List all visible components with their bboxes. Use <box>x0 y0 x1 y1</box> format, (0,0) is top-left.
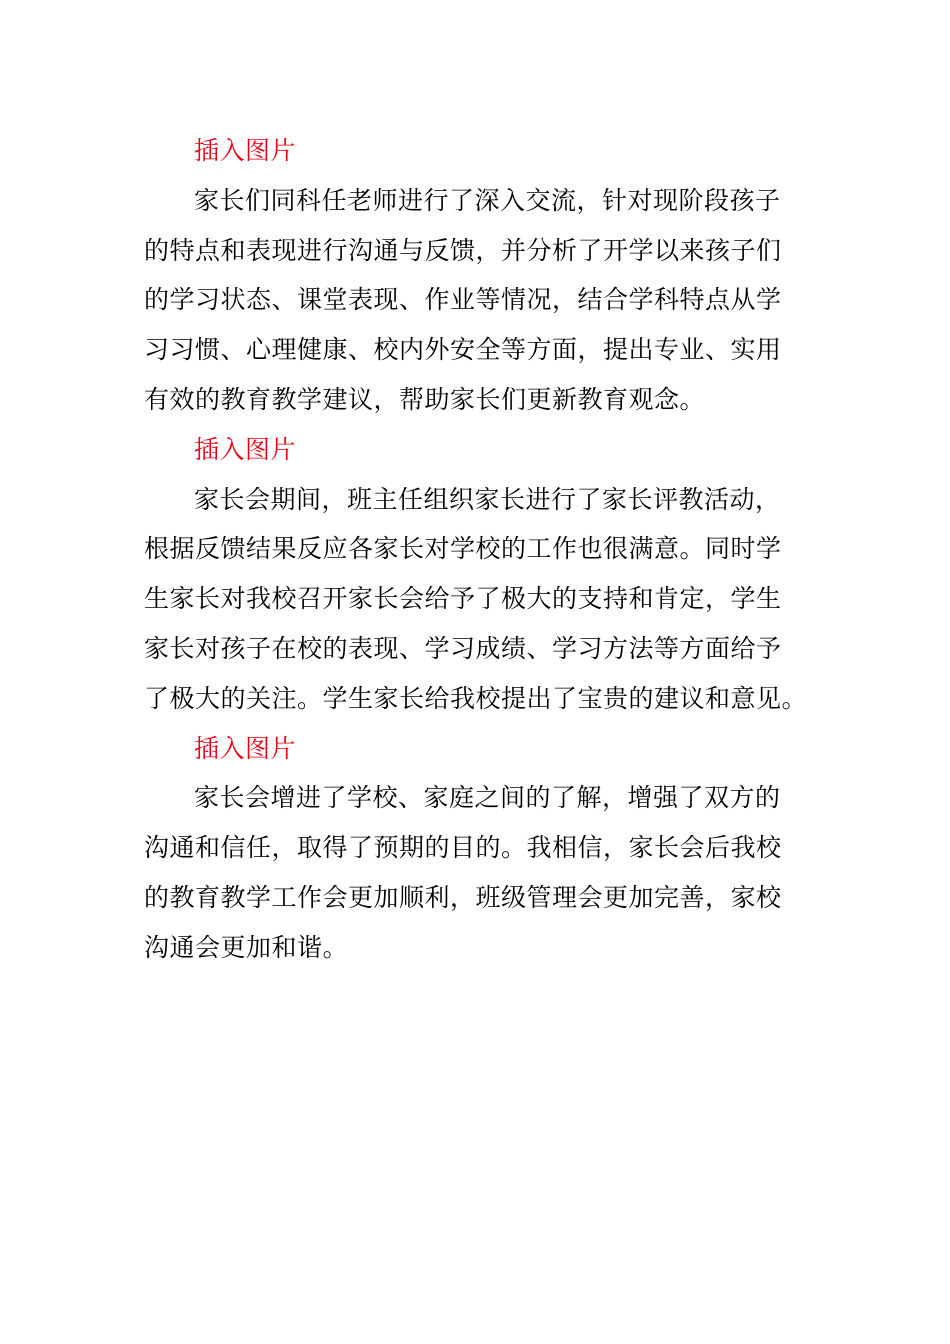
image-placeholder-2: 插入图片 <box>194 434 297 464</box>
paragraph-line: 有效的教育教学建议，帮助家长们更新教育观念。 <box>144 384 706 414</box>
paragraph-line: 根据反馈结果反应各家长对学校的工作也很满意。同时学 <box>144 534 782 564</box>
paragraph-line: 家长对孩子在校的表现、学习成绩、学习方法等方面给予 <box>144 633 782 663</box>
document-page <box>144 126 808 973</box>
paragraph-2 <box>144 475 808 724</box>
paragraph-line: 了极大的关注。学生家长给我校提出了宝贵的建议和意见。 <box>144 683 808 713</box>
paragraph-line: 生家长对我校召开家长会给予了极大的支持和肯定，学生 <box>144 584 782 614</box>
paragraph-line: 家长们同科任老师进行了深入交流，针对现阶段孩子 <box>194 185 781 215</box>
image-placeholder-3: 插入图片 <box>194 733 297 763</box>
paragraph-3 <box>144 773 808 972</box>
paragraph-line: 的特点和表现进行沟通与反馈，并分析了开学以来孩子们 <box>144 235 782 265</box>
paragraph-line: 的学习状态、课堂表现、作业等情况，结合学科特点从学 <box>144 285 782 315</box>
image-placeholder-1: 插入图片 <box>194 136 297 165</box>
paragraph-line: 习习惯、心理健康、校内外安全等方面，提出专业、实用 <box>144 335 782 365</box>
paragraph-line: 沟通会更加和谐。 <box>144 932 349 962</box>
paragraph-line: 的教育教学工作会更加顺利，班级管理会更加完善，家校 <box>144 882 782 912</box>
paragraph-line: 家长会增进了学校、家庭之间的了解，增强了双方的 <box>194 783 781 813</box>
paragraph-line: 沟通和信任，取得了预期的目的。我相信，家长会后我校 <box>144 833 782 863</box>
paragraph-1 <box>144 176 808 425</box>
paragraph-line: 家长会期间，班主任组织家长进行了家长评教活动， <box>194 484 781 514</box>
